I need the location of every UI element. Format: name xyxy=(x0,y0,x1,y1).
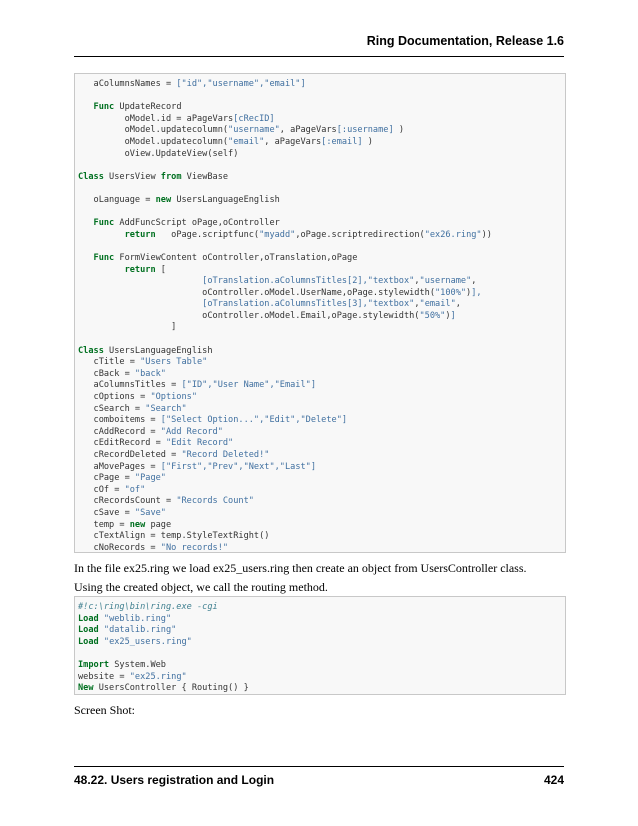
code-token: "ex25_users.ring" xyxy=(103,636,192,647)
code-line xyxy=(78,369,565,381)
code-token: Func xyxy=(93,218,115,229)
code-token: return xyxy=(124,264,156,275)
code-token: return xyxy=(124,229,156,240)
code-token: ) xyxy=(466,287,472,298)
paragraph-routing: Using the created object, we call the routing method. xyxy=(74,580,328,594)
code-token: "myadd" xyxy=(259,229,296,240)
code-line xyxy=(78,392,565,404)
code-line xyxy=(78,114,565,126)
code-line xyxy=(78,357,565,369)
code-token: [oTranslation.aColumnsTitles[2], xyxy=(202,276,368,287)
code-token: oController.oModel.UserName,oPage.stylewidth( xyxy=(78,287,435,298)
code-line xyxy=(78,520,565,532)
code-token: Import xyxy=(78,659,110,670)
code-line xyxy=(78,183,565,195)
code-line xyxy=(78,137,565,149)
code-token: "Users Table" xyxy=(140,357,208,368)
code-line xyxy=(78,288,565,300)
code-token: cEditRecord = xyxy=(78,438,166,449)
code-line xyxy=(78,160,565,172)
code-line xyxy=(78,102,565,114)
code-line xyxy=(78,602,565,614)
code-line xyxy=(78,648,565,660)
code-token: )) xyxy=(481,229,492,240)
code-token xyxy=(78,299,202,309)
code-line xyxy=(78,195,565,207)
code-line xyxy=(78,149,565,161)
code-token: UsersLanguageEnglish xyxy=(103,345,213,356)
code-line xyxy=(78,531,565,543)
code-token: cAddRecord = xyxy=(78,426,161,437)
code-token: cRecordsCount = xyxy=(78,496,177,507)
code-token: "of" xyxy=(124,484,146,495)
footer-rule xyxy=(74,766,564,767)
code-line xyxy=(78,508,565,520)
code-token: System.Web xyxy=(109,659,166,670)
code-token: cOptions = xyxy=(78,392,151,403)
code-token: UsersView xyxy=(103,171,161,182)
code-token: ,oPage.scriptredirection( xyxy=(295,229,425,240)
code-line xyxy=(78,672,565,684)
code-token: "ex26.ring" xyxy=(424,229,482,240)
code-token: Class xyxy=(78,171,104,182)
code-token: FormViewContent oController,oTranslation,oPage xyxy=(114,252,358,263)
code-token: cTextAlign = temp.StyleTextRight() xyxy=(78,531,270,542)
code-line xyxy=(78,450,565,462)
code-line xyxy=(78,334,565,346)
code-line xyxy=(78,253,565,265)
code-token: "Edit Record" xyxy=(165,438,234,449)
code-line xyxy=(78,404,565,416)
code-token: Class xyxy=(78,345,104,356)
code-token xyxy=(78,218,94,228)
code-token: "Add Record" xyxy=(160,426,223,437)
code-token: "back" xyxy=(134,368,166,379)
code-token: ["First","Prev","Next","Last"] xyxy=(160,461,317,472)
code-token: Func xyxy=(93,102,115,113)
code-line xyxy=(78,172,565,184)
code-token: "100%" xyxy=(435,287,467,298)
code-token: comboitems = xyxy=(78,415,161,426)
code-token: oModel.id = aPageVars xyxy=(78,113,234,124)
code-token: ] xyxy=(450,310,456,321)
code-line xyxy=(78,625,565,637)
code-line xyxy=(78,683,565,695)
code-token: AddFuncScript oPage,oController xyxy=(114,218,280,229)
code-line xyxy=(78,218,565,230)
code-token: "textbox" xyxy=(367,276,415,287)
code-token: cOf = xyxy=(78,484,125,495)
code-token: "username" xyxy=(228,125,280,136)
code-token: cSave = xyxy=(78,507,135,518)
code-token: temp = xyxy=(78,519,130,530)
code-token: , xyxy=(471,276,477,287)
code-token: "Page" xyxy=(134,473,166,484)
code-token: ["Select Option...","Edit","Delete"] xyxy=(160,415,348,426)
code-line xyxy=(78,415,565,427)
code-line xyxy=(78,485,565,497)
code-token: from xyxy=(160,171,182,182)
code-token: UpdateRecord xyxy=(114,102,182,113)
code-token: "textbox" xyxy=(367,299,415,310)
code-token: "Records Count" xyxy=(176,496,254,507)
code-line xyxy=(78,241,565,253)
code-line xyxy=(78,637,565,649)
code-token: ] xyxy=(78,322,177,333)
code-block-ex25-users xyxy=(74,73,566,553)
code-token: cBack = xyxy=(78,368,135,379)
code-token: oModel.updatecolumn( xyxy=(78,136,229,147)
code-token xyxy=(78,265,125,275)
code-line xyxy=(78,473,565,485)
code-token: , aPageVars xyxy=(279,125,337,136)
code-token: cTitle = xyxy=(78,357,141,368)
code-token: ) xyxy=(362,136,373,147)
code-line xyxy=(78,230,565,242)
code-token: ], xyxy=(471,287,482,298)
code-token: cRecordDeleted = xyxy=(78,450,182,460)
code-line xyxy=(78,346,565,358)
code-token: UsersController { Routing() } xyxy=(93,683,249,694)
code-token xyxy=(78,102,94,112)
code-token: new xyxy=(155,194,172,205)
code-line xyxy=(78,438,565,450)
code-line xyxy=(78,265,565,277)
code-line xyxy=(78,91,565,103)
code-token xyxy=(78,253,94,263)
code-token xyxy=(78,276,202,286)
code-token: ViewBase xyxy=(181,171,229,182)
code-line xyxy=(78,207,565,219)
code-token: Func xyxy=(93,252,115,263)
code-line xyxy=(78,299,565,311)
code-token: "datalib.ring" xyxy=(103,625,177,636)
code-token: aColumnsNames = xyxy=(78,79,177,89)
code-block-ex25 xyxy=(74,596,566,695)
code-token: New xyxy=(78,683,94,694)
code-token: , aPageVars xyxy=(264,136,322,147)
code-line xyxy=(78,614,565,626)
code-token: oModel.updatecolumn( xyxy=(78,125,229,136)
code-token: Load xyxy=(78,636,99,647)
code-token: ["id","username","email"] xyxy=(176,79,306,89)
code-line xyxy=(78,462,565,474)
code-line xyxy=(78,496,565,508)
footer-section-title: 48.22. Users registration and Login xyxy=(74,773,275,787)
code-token: ) xyxy=(393,125,404,136)
code-token: "Record Deleted!" xyxy=(181,450,270,460)
code-token: aMovePages = xyxy=(78,461,161,472)
code-token: oPage.scriptfunc( xyxy=(155,229,260,240)
code-token: "50%" xyxy=(419,310,446,321)
code-token: , xyxy=(414,299,420,310)
code-line xyxy=(78,311,565,323)
code-token: "email" xyxy=(419,299,456,310)
paragraph-load-file: In the file ex25.ring we load ex25_users.ring then create an object from UsersController class. xyxy=(74,561,527,575)
code-token: "Search" xyxy=(145,403,187,414)
code-token: "No records!" xyxy=(160,542,229,553)
code-token: Load xyxy=(78,625,99,636)
code-token: [oTranslation.aColumnsTitles[3], xyxy=(202,299,368,310)
paragraph-screenshot-label: Screen Shot: xyxy=(74,703,135,717)
code-line xyxy=(78,380,565,392)
code-token: "ex25.ring" xyxy=(129,671,187,682)
code-token: cNoRecords = xyxy=(78,542,161,553)
code-token: [:username] xyxy=(336,125,394,136)
code-line xyxy=(78,543,565,555)
code-token: ) xyxy=(445,310,451,321)
code-token: website = xyxy=(78,671,130,682)
code-token: new xyxy=(129,519,146,530)
code-token: , xyxy=(414,276,420,287)
code-token: UsersLanguageEnglish xyxy=(171,194,280,205)
footer-page-number: 424 xyxy=(543,773,564,787)
code-token: "weblib.ring" xyxy=(103,613,172,624)
code-token xyxy=(78,230,125,240)
code-token: aColumnsTitles = xyxy=(78,380,182,391)
code-token: "Options" xyxy=(150,392,198,403)
code-line xyxy=(78,322,565,334)
code-token: oController.oModel.Email,oPage.stylewidth( xyxy=(78,310,420,321)
code-token: [:email] xyxy=(321,136,363,147)
code-line xyxy=(78,276,565,288)
code-token: [cRecID] xyxy=(233,113,275,124)
code-line xyxy=(78,427,565,439)
code-line xyxy=(78,79,565,91)
code-token: "username" xyxy=(419,276,472,287)
code-token: , xyxy=(455,299,461,310)
code-token: cPage = xyxy=(78,473,135,484)
code-token: "email" xyxy=(228,136,265,147)
code-token: cSearch = xyxy=(78,403,146,414)
header-rule xyxy=(74,56,564,57)
code-token: "Save" xyxy=(134,507,166,518)
code-token: page xyxy=(145,519,172,530)
code-line xyxy=(78,125,565,137)
code-line xyxy=(78,660,565,672)
running-header-title: Ring Documentation, Release 1.6 xyxy=(366,34,564,48)
code-token: #!c:\ring\bin\ring.exe -cgi xyxy=(78,602,218,612)
code-token: oLanguage = xyxy=(78,194,156,205)
code-token: ["ID","User Name","Email"] xyxy=(181,380,317,391)
code-token: Load xyxy=(78,613,99,624)
code-token: oView.UpdateView(self) xyxy=(78,148,239,159)
code-token: [ xyxy=(155,264,166,275)
